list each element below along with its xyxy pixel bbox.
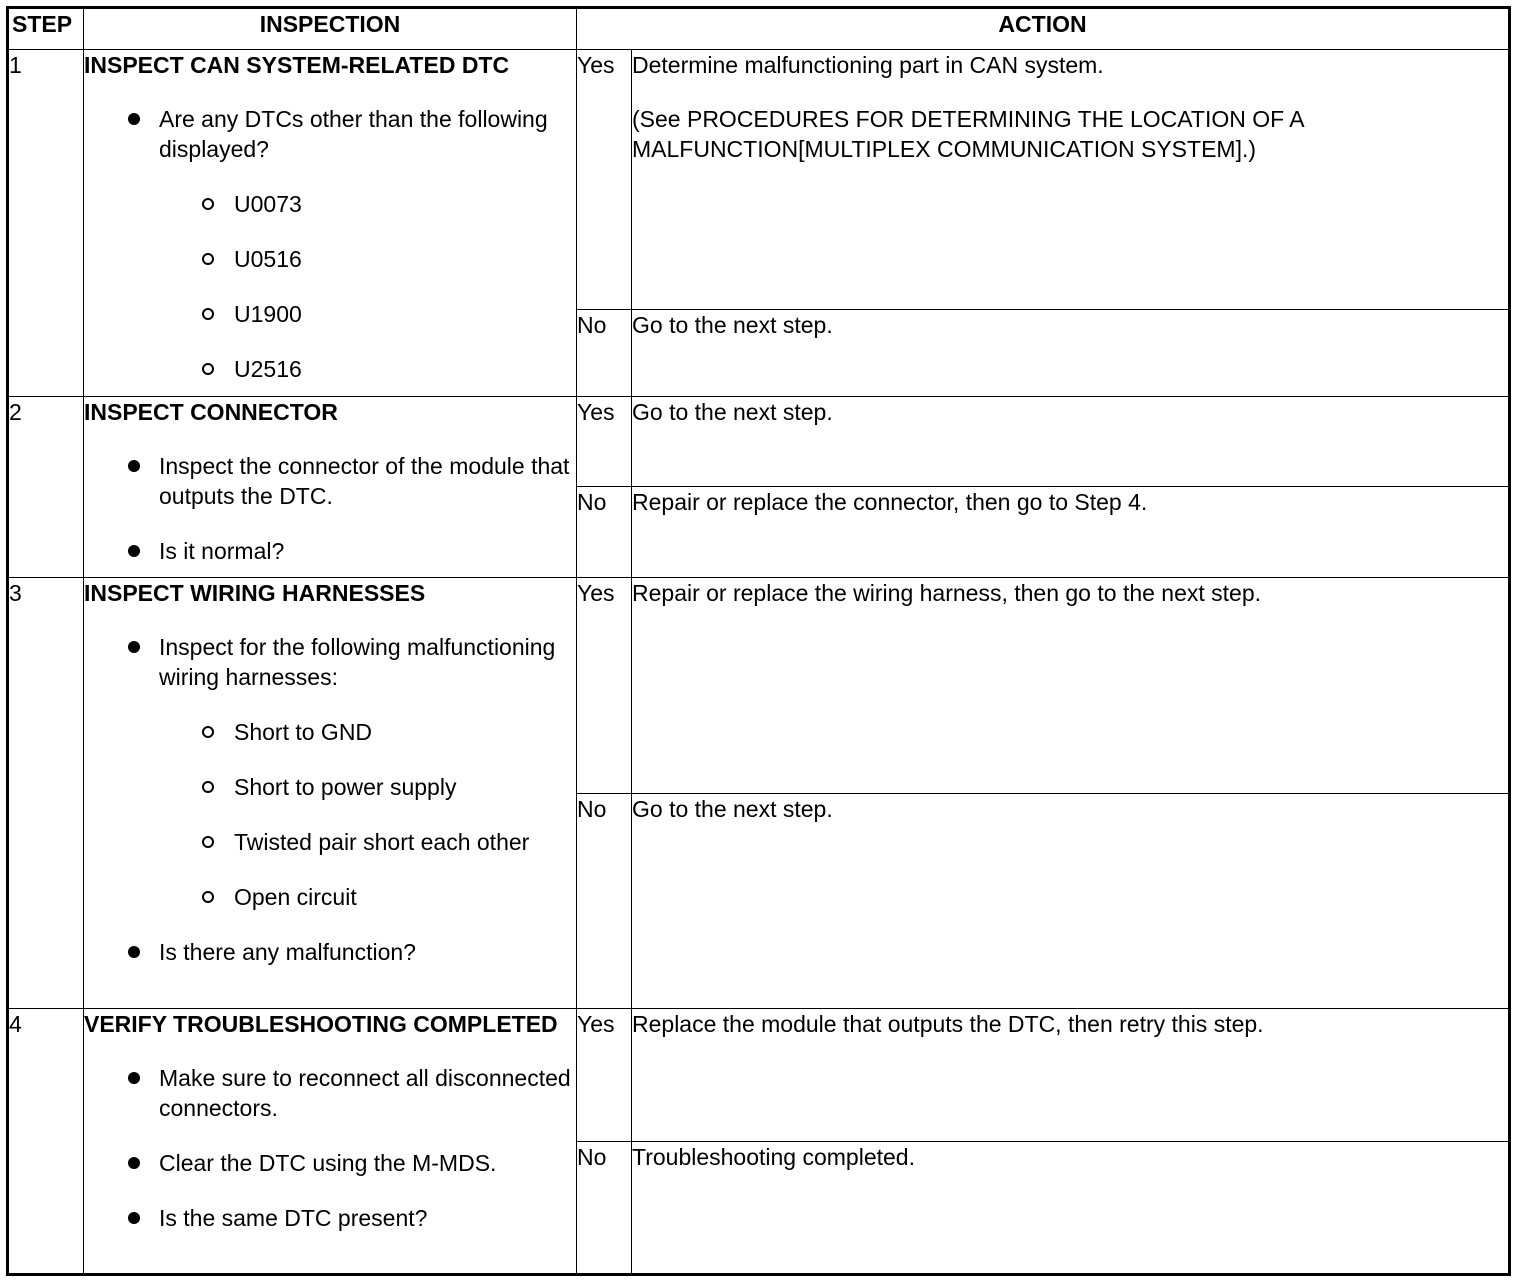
circle-bullet-icon	[202, 253, 214, 265]
yes-label: Yes	[577, 50, 632, 310]
circle-bullet-icon	[202, 198, 214, 210]
inspection-cell	[84, 578, 577, 1009]
inspection-subitem-text: U0516	[234, 246, 302, 272]
no-label: No	[577, 487, 632, 578]
circle-bullet-icon	[202, 891, 214, 903]
bullet-icon	[128, 113, 140, 125]
step-row	[8, 397, 1510, 487]
inspection-subitem-text: U0073	[234, 191, 302, 217]
circle-bullet-icon	[202, 363, 214, 375]
no-action	[632, 794, 1510, 1009]
no-label: No	[577, 1142, 632, 1275]
table-body	[8, 50, 1510, 1275]
bullet-icon	[128, 1157, 140, 1169]
step-row	[8, 50, 1510, 310]
inspection-sublist	[159, 717, 576, 912]
inspection-item-text: Are any DTCs other than the following displayed?	[159, 106, 548, 162]
inspection-list	[84, 632, 576, 967]
inspection-item	[84, 632, 576, 912]
header-step: STEP	[8, 8, 84, 50]
no-action	[632, 310, 1510, 397]
no-label: No	[577, 310, 632, 397]
action-text: Go to the next step.	[632, 796, 833, 822]
step-row	[8, 578, 1510, 794]
inspection-list	[84, 1063, 576, 1233]
action-text: Go to the next step.	[632, 312, 833, 338]
circle-bullet-icon	[202, 726, 214, 738]
yes-action	[632, 397, 1510, 487]
inspection-item-text: Clear the DTC using the M-MDS.	[159, 1150, 497, 1176]
troubleshooting-table	[6, 6, 1511, 1276]
inspection-item	[84, 104, 576, 384]
inspection-list	[84, 104, 576, 384]
yes-label: Yes	[577, 1009, 632, 1142]
inspection-subitem	[159, 189, 576, 219]
inspection-title: INSPECT CONNECTOR	[84, 399, 338, 425]
header-action: ACTION	[577, 8, 1510, 50]
action-text: Repair or replace the connector, then go to Step 4.	[632, 489, 1148, 515]
inspection-cell	[84, 1009, 577, 1275]
inspection-subitem-text: Short to power supply	[234, 774, 457, 800]
inspection-item	[84, 536, 576, 566]
bullet-icon	[128, 545, 140, 557]
inspection-item-text: Is the same DTC present?	[159, 1205, 428, 1231]
inspection-item	[84, 1203, 576, 1233]
inspection-title: INSPECT CAN SYSTEM-RELATED DTC	[84, 52, 510, 78]
inspection-subitem-text: Twisted pair short each other	[234, 829, 530, 855]
inspection-item-text: Is there any malfunction?	[159, 939, 416, 965]
inspection-item	[84, 1063, 576, 1123]
inspection-item-text: Is it normal?	[159, 538, 285, 564]
no-action	[632, 487, 1510, 578]
action-text: Troubleshooting completed.	[632, 1144, 915, 1170]
action-text: (See PROCEDURES FOR DETERMINING THE LOCATION OF A MALFUNCTION[MULTIPLEX COMMUNICATION SYSTEM].)	[632, 106, 1304, 162]
action-text: Go to the next step.	[632, 399, 833, 425]
inspection-subitem	[159, 772, 576, 802]
inspection-item-text: Inspect for the following malfunctioning wiring harnesses:	[159, 634, 556, 690]
header-inspection: INSPECTION	[84, 8, 577, 50]
inspection-subitem-text: U2516	[234, 356, 302, 382]
inspection-item	[84, 937, 576, 967]
inspection-list	[84, 451, 576, 566]
inspection-item-text: Inspect the connector of the module that outputs the DTC.	[159, 453, 570, 509]
no-label: No	[577, 794, 632, 1009]
bullet-icon	[128, 946, 140, 958]
step-number: 4	[8, 1009, 84, 1275]
inspection-subitem	[159, 717, 576, 747]
inspection-subitem	[159, 354, 576, 384]
bullet-icon	[128, 460, 140, 472]
circle-bullet-icon	[202, 836, 214, 848]
troubleshooting-page	[6, 6, 1511, 1276]
yes-action	[632, 578, 1510, 794]
bullet-icon	[128, 1212, 140, 1224]
circle-bullet-icon	[202, 308, 214, 320]
inspection-subitem	[159, 299, 576, 329]
inspection-title: VERIFY TROUBLESHOOTING COMPLETED	[84, 1011, 558, 1037]
table-header	[8, 8, 1510, 50]
yes-label: Yes	[577, 397, 632, 487]
inspection-sublist	[159, 189, 576, 384]
inspection-subitem	[159, 827, 576, 857]
inspection-cell	[84, 397, 577, 578]
inspection-title: INSPECT WIRING HARNESSES	[84, 580, 426, 606]
inspection-subitem-text: U1900	[234, 301, 302, 327]
inspection-item	[84, 1148, 576, 1178]
inspection-subitem-text: Short to GND	[234, 719, 373, 745]
inspection-item-text: Make sure to reconnect all disconnected connectors.	[159, 1065, 571, 1121]
bullet-icon	[128, 641, 140, 653]
action-text: Repair or replace the wiring harness, then go to the next step.	[632, 580, 1262, 606]
step-row	[8, 1009, 1510, 1142]
yes-label: Yes	[577, 578, 632, 794]
inspection-subitem-text: Open circuit	[234, 884, 357, 910]
yes-action	[632, 1009, 1510, 1142]
step-number: 3	[8, 578, 84, 1009]
step-number: 2	[8, 397, 84, 578]
yes-action	[632, 50, 1510, 310]
circle-bullet-icon	[202, 781, 214, 793]
action-text: Determine malfunctioning part in CAN system.	[632, 52, 1104, 78]
inspection-cell	[84, 50, 577, 397]
inspection-subitem	[159, 244, 576, 274]
step-number: 1	[8, 50, 84, 397]
inspection-subitem	[159, 882, 576, 912]
inspection-item	[84, 451, 576, 511]
bullet-icon	[128, 1072, 140, 1084]
no-action	[632, 1142, 1510, 1275]
action-text: Replace the module that outputs the DTC, then retry this step.	[632, 1011, 1264, 1037]
